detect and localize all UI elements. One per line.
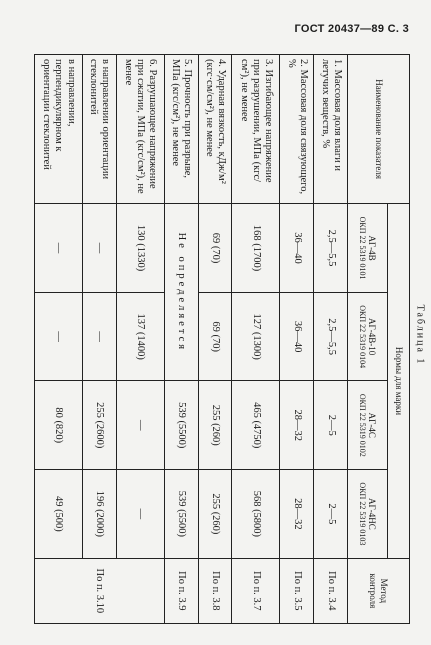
rotated-table-container <box>34 54 410 624</box>
table-row: 3. Изгибающее напряжение при разрушении, МПа (кгс/см²), не менее 168 (1700) 127 (1300) 465 (4750) 568 (5800) По п. 3.7 <box>232 55 280 624</box>
grade-header: АГ-4В ОКП 22 5319 0101 <box>348 204 388 293</box>
properties-table <box>34 54 410 624</box>
page-header: ГОСТ 20437—89 С. 3 <box>294 23 409 35</box>
table-row: в направлении, перпендикулярном к ориентации стеклонитей — — 80 (820) 49 (500) <box>35 55 83 624</box>
col-header-name: Наименование показателя <box>348 55 410 204</box>
col-header-norms: Нормы для марки <box>388 204 410 558</box>
table-row: в направлении ориентации стеклонитей — — 255 (2600) 196 (2000) <box>82 55 116 624</box>
table-row: 4. Ударная вязкость, кДж/м² (кгс·см/см²), не менее 69 (70) 69 (70) 255 (260) 255 (260) По п. 3.8 <box>198 55 232 624</box>
table-row: 2. Массовая доля связующего, % 36—40 36—40 28—32 28—32 По п. 3.5 <box>280 55 314 624</box>
table-caption: Таблица 1 <box>414 304 426 366</box>
grade-header: АГ-4С ОКП 22 5319 0102 <box>348 381 388 470</box>
col-header-method: Метод контроля <box>348 558 410 623</box>
table-row: 6. Разрушающее напряжение при сжатии, МПа (кгс/см²), не менее 130 (1330) 137 (1400) — — По п. 3.10 <box>116 55 164 624</box>
table-row: 1. Массовая доля влаги и летучих веществ, % 2,5—5,5 2,5—5,5 2—5 2—5 По п. 3.4 <box>314 55 348 624</box>
grade-header: АГ-4НС ОКП 22 5319 0103 <box>348 470 388 559</box>
merged-cell: Не определяется <box>164 204 198 381</box>
grade-header: АГ-4В-10 ОКП 22 5319 0104 <box>348 292 388 381</box>
table-row: 5. Прочность при разрыве, МПа (кгс/см²), не менее Не определяется 539 (5500) 539 (5500) По п. 3.9 <box>164 55 198 624</box>
